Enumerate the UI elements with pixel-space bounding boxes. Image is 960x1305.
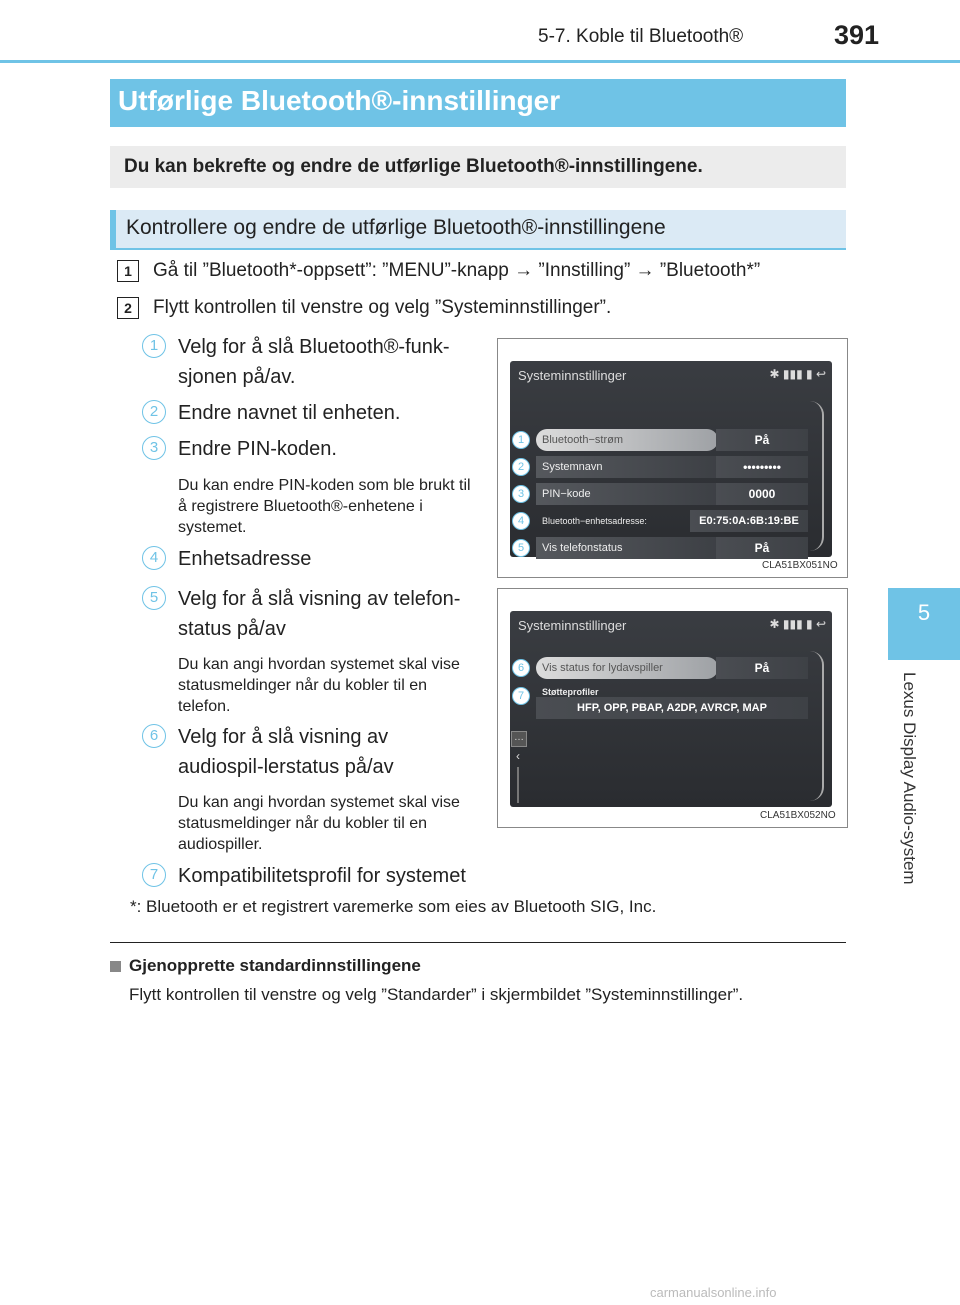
screen-marker: 5 — [512, 539, 530, 557]
page-number: 391 — [834, 20, 880, 50]
scroll-arc — [810, 651, 824, 801]
step-number: 2 — [117, 297, 139, 319]
system-name-row[interactable]: Systemnavn — [536, 456, 718, 478]
divider — [110, 942, 846, 943]
header-rule — [0, 60, 960, 63]
chapter-tab: 5 — [888, 588, 960, 660]
image-code: CLA51BX051NO — [762, 560, 838, 571]
item-marker: 7 — [142, 863, 166, 887]
watermark: carmanualsonline.info — [650, 1285, 777, 1300]
intro-text: Du kan bekrefte og endre de utførlige Bluetooth®-innstillingene. — [124, 156, 703, 177]
item-text: Velg for å slå Bluetooth®-funk-sjonen på/av. — [178, 336, 450, 388]
item-text: Kompatibilitetsprofil for systemet — [178, 865, 466, 887]
item-description: Du kan angi hvordan systemet skal vise statusmeldinger når du kobler til en audiospiller. — [178, 794, 460, 853]
phone-status-row[interactable]: Vis telefonstatus — [536, 537, 718, 559]
item-marker: 6 — [142, 724, 166, 748]
subtitle-text: Kontrollere og endre de utførlige Bluetooth®-innstillingene — [126, 216, 666, 239]
support-profiles-label: Støtteprofiler — [542, 687, 599, 697]
step-number: 1 — [117, 260, 139, 282]
device-address-value: E0:75:0A:6B:19:BE — [690, 510, 808, 532]
status-icons: ✱ ▮▮▮ ▮ ↩ — [769, 367, 826, 381]
step-text: Flytt kontrollen til venstre og velg ”Systeminnstillinger”. — [153, 297, 612, 318]
screen-marker: 4 — [512, 512, 530, 530]
page-title — [110, 79, 846, 127]
item-text: Endre PIN-koden. — [178, 438, 337, 460]
bluetooth-power-row[interactable]: Bluetooth−strøm — [536, 429, 718, 451]
item-text: Velg for å slå visning av audiospil-lerstatus på/av — [178, 726, 394, 778]
item-text: Velg for å slå visning av telefon-status på/av — [178, 588, 461, 640]
chapter-title-text: Lexus Display Audio-system — [900, 672, 919, 885]
header-section: 5-7. Koble til Bluetooth® — [538, 26, 744, 47]
support-profiles-value: HFP, OPP, PBAP, A2DP, AVRCP, MAP — [536, 697, 808, 719]
back-chevron-icon[interactable]: ‹ — [516, 749, 520, 763]
item-marker: 3 — [142, 436, 166, 460]
screen-marker: 7 — [512, 687, 530, 705]
screen-display — [510, 361, 832, 557]
item-description: Du kan endre PIN-koden som ble brukt til å registrere Bluetooth®-enhetene i systemet. — [178, 477, 471, 536]
subtitle-bar — [110, 210, 846, 250]
device-address-row: Bluetooth−enhetsadresse: — [542, 516, 647, 526]
screenshot-1 — [497, 338, 848, 578]
footnote: *: Bluetooth er et registrert varemerke som eies av Bluetooth SIG, Inc. — [130, 897, 657, 916]
section-body: Flytt kontrollen til venstre og velg ”Standarder” i skjermbildet ”Systeminnstillinger”. — [129, 985, 744, 1004]
image-code: CLA51BX052NO — [760, 810, 836, 821]
item-marker: 2 — [142, 400, 166, 424]
audio-player-status-row[interactable]: Vis status for lydavspiller — [536, 657, 718, 679]
scroll-arc — [810, 401, 824, 551]
item-text: Enhetsadresse — [178, 548, 312, 570]
item-text: Endre navnet til enheten. — [178, 402, 401, 424]
section-bullet-icon — [110, 961, 121, 972]
screen-title: Systeminnstillinger — [518, 618, 627, 633]
system-name-value: ••••••••• — [716, 456, 808, 478]
item-description: Du kan angi hvordan systemet skal vise statusmeldinger når du kobler til en telefon. — [178, 656, 460, 715]
step-text: Gå til ”Bluetooth*-oppsett”: ”MENU”-knapp → ”Innstilling” → ”Bluetooth*” — [153, 260, 761, 281]
screen-marker: 1 — [512, 431, 530, 449]
item-marker: 5 — [142, 586, 166, 610]
screenshot-2 — [497, 588, 848, 828]
pin-code-row[interactable]: PIN−kode — [536, 483, 718, 505]
chapter-title — [895, 672, 923, 912]
audio-player-status-value: På — [716, 657, 808, 679]
status-icons: ✱ ▮▮▮ ▮ ↩ — [769, 617, 826, 631]
screen-title: Systeminnstillinger — [518, 368, 627, 383]
pin-code-value: 0000 — [716, 483, 808, 505]
more-button[interactable]: … — [511, 731, 527, 747]
screen-marker: 2 — [512, 458, 530, 476]
page-title-text: Utførlige Bluetooth®-innstillinger — [118, 85, 561, 116]
screen-marker: 6 — [512, 659, 530, 677]
phone-status-value: På — [716, 537, 808, 559]
intro-box — [110, 146, 846, 188]
scrollbar[interactable] — [517, 767, 519, 803]
bluetooth-power-value: På — [716, 429, 808, 451]
screen-marker: 3 — [512, 485, 530, 503]
item-marker: 1 — [142, 334, 166, 358]
item-marker: 4 — [142, 546, 166, 570]
screen-display — [510, 611, 832, 807]
section-heading: Gjenopprette standardinnstillingene — [129, 956, 421, 975]
subtitle-accent — [110, 210, 116, 248]
